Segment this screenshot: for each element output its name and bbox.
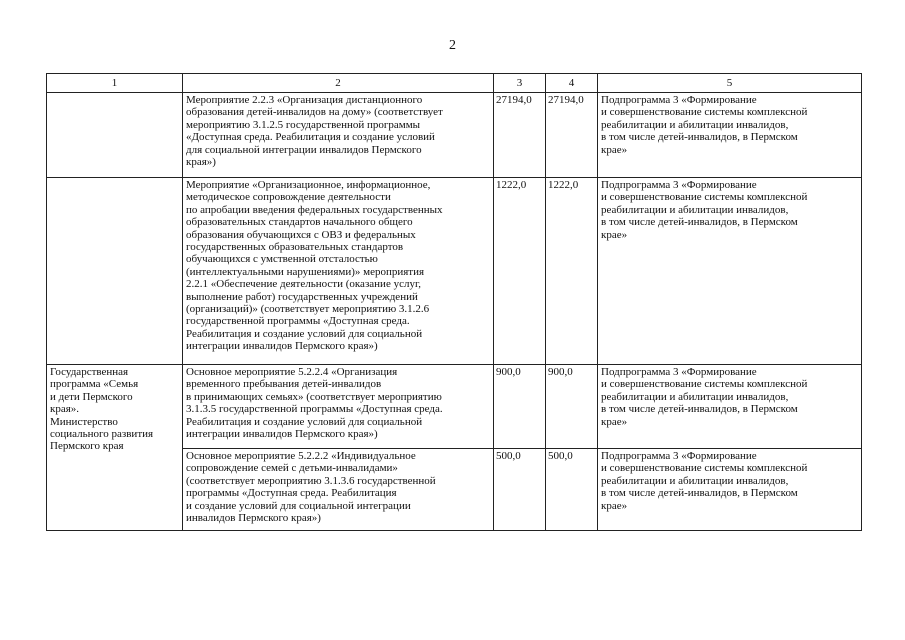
table-row: [47, 93, 862, 178]
amount-cell-col3: 900,0: [494, 365, 546, 449]
subprogram-cell: Подпрограмма 3 «Формирование и совершенствование системы комплексной реабилитации и абилитации инвалидов, в том числе детей-инвалидов, в Пермском крае»: [598, 178, 862, 365]
amount-cell-col4: 27194,0: [546, 93, 598, 178]
program-cell-empty: [47, 93, 183, 178]
subprogram-cell: Подпрограмма 3 «Формирование и совершенствование системы комплексной реабилитации и абилитации инвалидов, в том числе детей-инвалидов, в Пермском крае»: [598, 93, 862, 178]
amount-cell-col4: 900,0: [546, 365, 598, 449]
header-cell-2: 2: [183, 74, 494, 93]
activity-cell: Основное мероприятие 5.2.2.4 «Организация временного пребывания детей-инвалидов в принимающих семьях» (соответствует мероприятию 3.1.3.5 государственной программы «Доступная среда. Реабилитация и создание условий для социальной интеграции инвалидов Пермского края»): [183, 365, 494, 449]
program-cell: Государственная программа «Семья и дети Пермского края». Министерство социального развития Пермского края: [47, 365, 183, 531]
subprogram-cell: Подпрограмма 3 «Формирование и совершенствование системы комплексной реабилитации и абилитации инвалидов, в том числе детей-инвалидов, в Пермском крае»: [598, 449, 862, 531]
header-cell-5: 5: [598, 74, 862, 93]
table-row: [47, 365, 862, 449]
table-row: [47, 178, 862, 365]
activity-cell: Мероприятие «Организационное, информационное, методическое сопровождение деятельности по апробации введения федеральных государственных образовательных стандартов начального общего образования обучающихся с ОВЗ и федеральных государственных образовательных стандартов обучающихся с умственной отсталостью (интеллектуальными нарушениями)» мероприятия 2.2.1 «Обеспечение деятельности (оказание услуг, выполнение работ) государственных учреждений (организаций)» (соответствует мероприятию 3.1.2.6 государственной программы «Доступная среда. Реабилитация и создание условий для социальной интеграции инвалидов Пермского края»): [183, 178, 494, 365]
document-table: [46, 73, 862, 531]
amount-cell-col3: 27194,0: [494, 93, 546, 178]
program-cell-empty: [47, 178, 183, 365]
amount-cell-col4: 1222,0: [546, 178, 598, 365]
table-header-row: [47, 74, 862, 93]
amount-cell-col4: 500,0: [546, 449, 598, 531]
activity-cell: Основное мероприятие 5.2.2.2 «Индивидуальное сопровождение семей с детьми-инвалидами» (соответствует мероприятию 3.1.3.6 государственной программы «Доступная среда. Реабилитация и создание условий для социальной интеграции инвалидов Пермского края»): [183, 449, 494, 531]
header-cell-3: 3: [494, 74, 546, 93]
activity-cell: Мероприятие 2.2.3 «Организация дистанционного образования детей-инвалидов на дому» (соответствует мероприятию 3.1.2.5 государственной программы «Доступная среда. Реабилитация и создание условий для социальной интеграции инвалидов Пермского края»): [183, 93, 494, 178]
subprogram-cell: Подпрограмма 3 «Формирование и совершенствование системы комплексной реабилитации и абилитации инвалидов, в том числе детей-инвалидов, в Пермском крае»: [598, 365, 862, 449]
amount-cell-col3: 1222,0: [494, 178, 546, 365]
amount-cell-col3: 500,0: [494, 449, 546, 531]
page-number: 2: [449, 38, 456, 53]
header-cell-4: 4: [546, 74, 598, 93]
header-cell-1: 1: [47, 74, 183, 93]
